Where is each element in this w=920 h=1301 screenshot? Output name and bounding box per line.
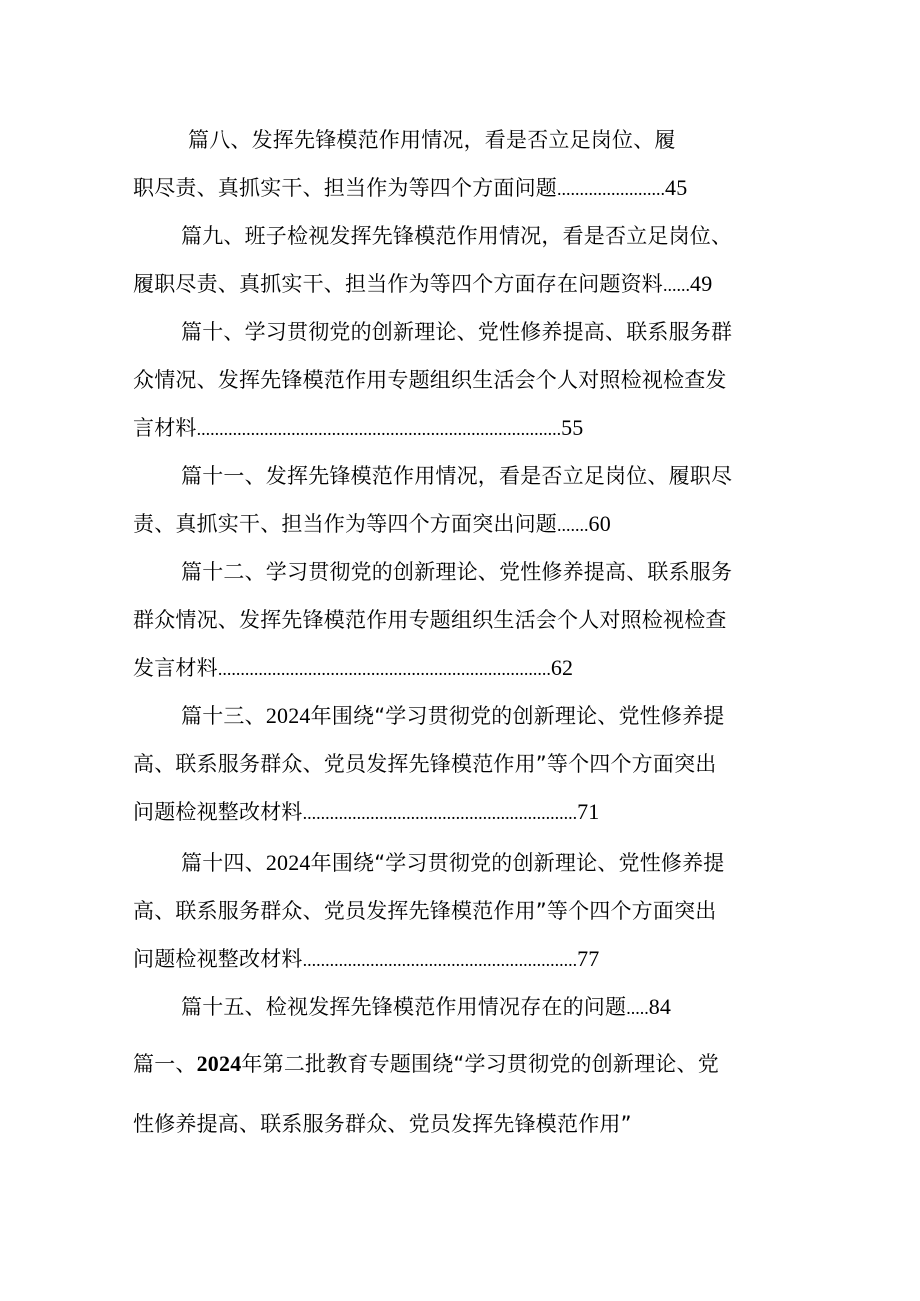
- section-heading-text-1: 年第二批教育专题围绕“学习贯彻党的创新理论、党: [241, 1052, 719, 1076]
- toc-entry-10-page-number: 55: [561, 415, 584, 440]
- toc-entry-13-page-number: 71: [577, 799, 600, 824]
- section-heading-text-2: 性修养提高、联系服务群众、党员发挥先锋模范作用”: [133, 1112, 632, 1136]
- toc-entry-14-text-1: 年围绕“学习贯彻党的创新理论、党性修养提: [310, 851, 725, 875]
- toc-entry-10-text-3: 言材料: [133, 416, 197, 440]
- toc-entry-10-line-2[interactable]: [133, 366, 727, 394]
- toc-entry-11-page-number: 60: [588, 511, 611, 536]
- toc-entry-11-line-2[interactable]: [133, 510, 611, 539]
- toc-entry-10-line-1[interactable]: [181, 318, 732, 346]
- toc-entry-8-line-2[interactable]: [133, 174, 687, 203]
- toc-entry-8-text-2: 职尽责、真抓实干、担当作为等四个方面问题: [133, 176, 557, 200]
- toc-entry-12-leader-dots: ..........................................................................: [217, 659, 551, 679]
- toc-entry-9-line-1[interactable]: [181, 222, 732, 250]
- toc-entry-8-line-1[interactable]: [188, 126, 676, 154]
- toc-entry-13-leader-dots: .............................................................: [302, 803, 578, 823]
- toc-entry-9-leader-dots: ......: [663, 275, 690, 295]
- toc-entry-12-line-3[interactable]: [133, 654, 573, 683]
- toc-entry-11-line-1[interactable]: [181, 462, 732, 490]
- toc-entry-13-prefix: 篇十三、: [181, 704, 266, 728]
- toc-entry-14-line-1[interactable]: [181, 849, 725, 877]
- toc-entry-14-line-3[interactable]: [133, 945, 600, 974]
- toc-entry-12-line-1[interactable]: [181, 558, 732, 586]
- toc-entry-14-line-2[interactable]: [133, 897, 716, 925]
- toc-entry-10-text-1: 篇十、学习贯彻党的创新理论、党性修养提高、联系服务群: [181, 320, 733, 344]
- toc-entry-10-leader-dots: .................................................................................: [196, 419, 562, 439]
- toc-entry-9-line-2[interactable]: [133, 270, 712, 299]
- toc-entry-13-line-1[interactable]: [181, 702, 725, 730]
- section-heading-year: 2024: [196, 1051, 242, 1076]
- toc-entry-8-leader-dots: ........................: [557, 179, 665, 199]
- toc-entry-12-page-number: 62: [550, 655, 574, 680]
- toc-entry-15-text-1: 篇十五、检视发挥先锋模范作用情况存在的问题: [181, 995, 627, 1019]
- toc-entry-13-line-3[interactable]: [133, 798, 600, 827]
- toc-entry-9-text-1: 篇九、班子检视发挥先锋模范作用情况，看是否立足岗位、: [181, 224, 733, 248]
- toc-entry-13-text-3: 问题检视整改材料: [133, 800, 303, 824]
- toc-entry-11-text-1: 篇十一、发挥先锋模范作用情况，看是否立足岗位、履职尽: [181, 464, 733, 488]
- toc-entry-10-text-2: 众情况、发挥先锋模范作用专题组织生活会个人对照检视检查发: [133, 368, 727, 392]
- toc-entry-13-year: 2024: [265, 703, 311, 728]
- toc-entry-14-text-3: 问题检视整改材料: [133, 947, 303, 971]
- toc-entry-12-text-3: 发言材料: [133, 656, 218, 680]
- toc-entry-13-text-1: 年围绕“学习贯彻党的创新理论、党性修养提: [310, 704, 725, 728]
- toc-entry-14-leader-dots: .............................................................: [302, 950, 578, 970]
- toc-entry-11-leader-dots: .......: [557, 515, 589, 535]
- toc-entry-10-line-3[interactable]: [133, 414, 584, 443]
- toc-entry-14-year: 2024: [265, 850, 311, 875]
- section-heading-line-2: [133, 1110, 632, 1138]
- toc-entry-15-line-1[interactable]: [181, 993, 671, 1022]
- section-heading-line-1: [133, 1050, 719, 1078]
- toc-entry-15-leader-dots: .....: [626, 998, 649, 1018]
- toc-entry-9-page-number: 49: [690, 271, 713, 296]
- toc-entry-8-page-number: 45: [665, 175, 688, 200]
- toc-entry-13-text-2: 高、联系服务群众、党员发挥先锋模范作用”等个四个方面突出: [133, 752, 717, 776]
- toc-entry-9-text-2: 履职尽责、真抓实干、担当作为等四个方面存在问题资料: [133, 272, 663, 296]
- section-heading-prefix: 篇一、: [133, 1052, 197, 1076]
- toc-entry-14-prefix: 篇十四、: [181, 851, 266, 875]
- toc-entry-15-page-number: 84: [648, 994, 672, 1019]
- toc-entry-13-line-2[interactable]: [133, 750, 716, 778]
- toc-entry-12-line-2[interactable]: [133, 606, 727, 634]
- toc-entry-12-text-2: 群众情况、发挥先锋模范作用专题组织生活会个人对照检视检查: [133, 608, 727, 632]
- toc-entry-11-text-2: 责、真抓实干、担当作为等四个方面突出问题: [133, 512, 557, 536]
- toc-entry-8-text-1: 篇八、发挥先锋模范作用情况，看是否立足岗位、履: [188, 128, 676, 152]
- toc-entry-14-page-number: 77: [577, 946, 600, 971]
- toc-entry-14-text-2: 高、联系服务群众、党员发挥先锋模范作用”等个四个方面突出: [133, 899, 717, 923]
- toc-entry-12-text-1: 篇十二、学习贯彻党的创新理论、党性修养提高、联系服务: [181, 560, 733, 584]
